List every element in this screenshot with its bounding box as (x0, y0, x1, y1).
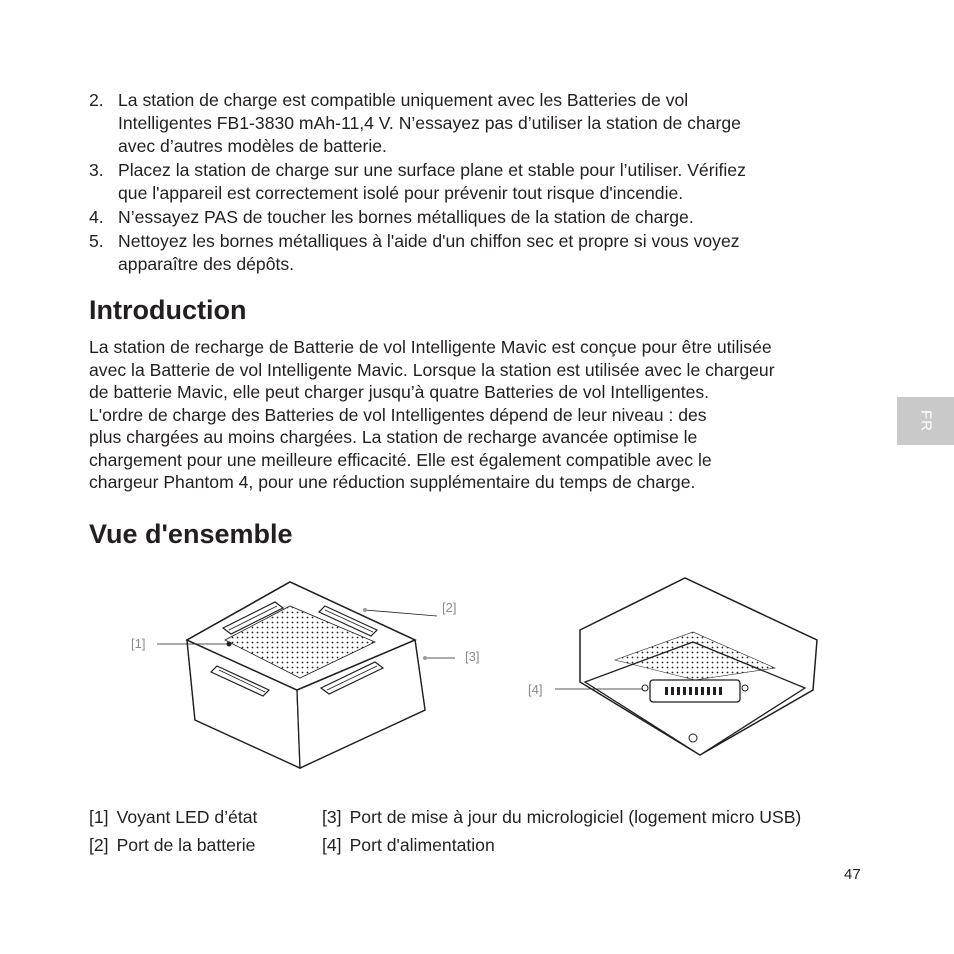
list-line: Intelligentes FB1-3830 mAh-11,4 V. N’essayez pas d’utiliser la station de charge (118, 113, 741, 133)
list-item (89, 159, 869, 205)
numbered-list (89, 89, 869, 276)
charging-hub-bottom-drawing (525, 570, 825, 770)
legend-index: [3] (322, 807, 342, 827)
introduction-heading: Introduction (89, 295, 247, 325)
legend-column-left (89, 803, 257, 859)
legend-index: [1] (89, 807, 109, 827)
list-line: Placez la station de charge sur une surface plane et stable pour l’utiliser. Vérifiez (118, 160, 746, 180)
legend-label: Voyant LED d’état (116, 807, 258, 827)
list-number: 5. (89, 231, 104, 251)
legend-item (322, 831, 801, 859)
list-number: 4. (89, 207, 104, 227)
paragraph-line: plus chargées au moins chargées. La station de recharge avancée optimise le (89, 427, 698, 447)
legend-label: Port de mise à jour du micrologiciel (logement micro USB) (349, 807, 802, 827)
page-number: 47 (844, 866, 861, 883)
led-indicator (227, 642, 232, 647)
charging-hub-bottom-illustration (525, 570, 825, 770)
list-line: que l'appareil est correctement isolé pour prévenir tout risque d'incendie. (118, 183, 684, 203)
legend-label: Port de la batterie (116, 835, 256, 855)
callout-3: [3] (465, 649, 480, 664)
list-item (89, 89, 869, 158)
language-tab-label: FR (917, 410, 934, 432)
language-tab (897, 397, 954, 445)
legend-column-right (322, 803, 801, 859)
list-line: avec d’autres modèles de batterie. (118, 136, 387, 156)
charging-hub-top-illustration (125, 570, 495, 775)
callout-4: [4] (528, 682, 543, 697)
list-line: N’essayez PAS de toucher les bornes métalliques de la station de charge. (118, 207, 694, 227)
list-line: Nettoyez les bornes métalliques à l'aide d'un chiffon sec et propre si vous voyez (118, 231, 740, 251)
legend-item (89, 803, 257, 831)
legend-label: Port d'alimentation (349, 835, 495, 855)
charging-hub-top-drawing (125, 570, 495, 775)
paragraph-line: chargeur Phantom 4, pour une réduction supplémentaire du temps de charge. (89, 472, 696, 492)
callout-2: [2] (442, 600, 457, 615)
list-line: La station de charge est compatible uniquement avec les Batteries de vol (118, 90, 689, 110)
overview-heading: Vue d'ensemble (89, 519, 293, 549)
list-item (89, 206, 869, 229)
list-item (89, 230, 869, 276)
paragraph-line: L'ordre de charge des Batteries de vol Intelligentes dépend de leur niveau : des (89, 404, 707, 425)
paragraph-line: avec la Batterie de vol Intelligente Mavic. Lorsque la station est utilisée avec le chargeur (89, 359, 775, 380)
instructions-section (89, 89, 869, 277)
legend-item (89, 831, 257, 859)
list-number: 2. (89, 90, 104, 110)
paragraph-line: chargement pour une meilleure efficacité. Elle est également compatible avec le (89, 449, 712, 470)
legend-index: [2] (89, 835, 109, 855)
paragraph-line: de batterie Mavic, elle peut charger jusqu’à quatre Batteries de vol Intelligentes. (89, 382, 710, 402)
list-line: apparaître des dépôts. (118, 254, 295, 274)
callout-1: [1] (131, 636, 146, 651)
list-number: 3. (89, 160, 104, 180)
legend-item (322, 803, 801, 831)
legend-index: [4] (322, 835, 342, 855)
introduction-paragraph (89, 336, 874, 494)
paragraph-line: La station de recharge de Batterie de vol Intelligente Mavic est conçue pour être utilisée (89, 337, 772, 357)
